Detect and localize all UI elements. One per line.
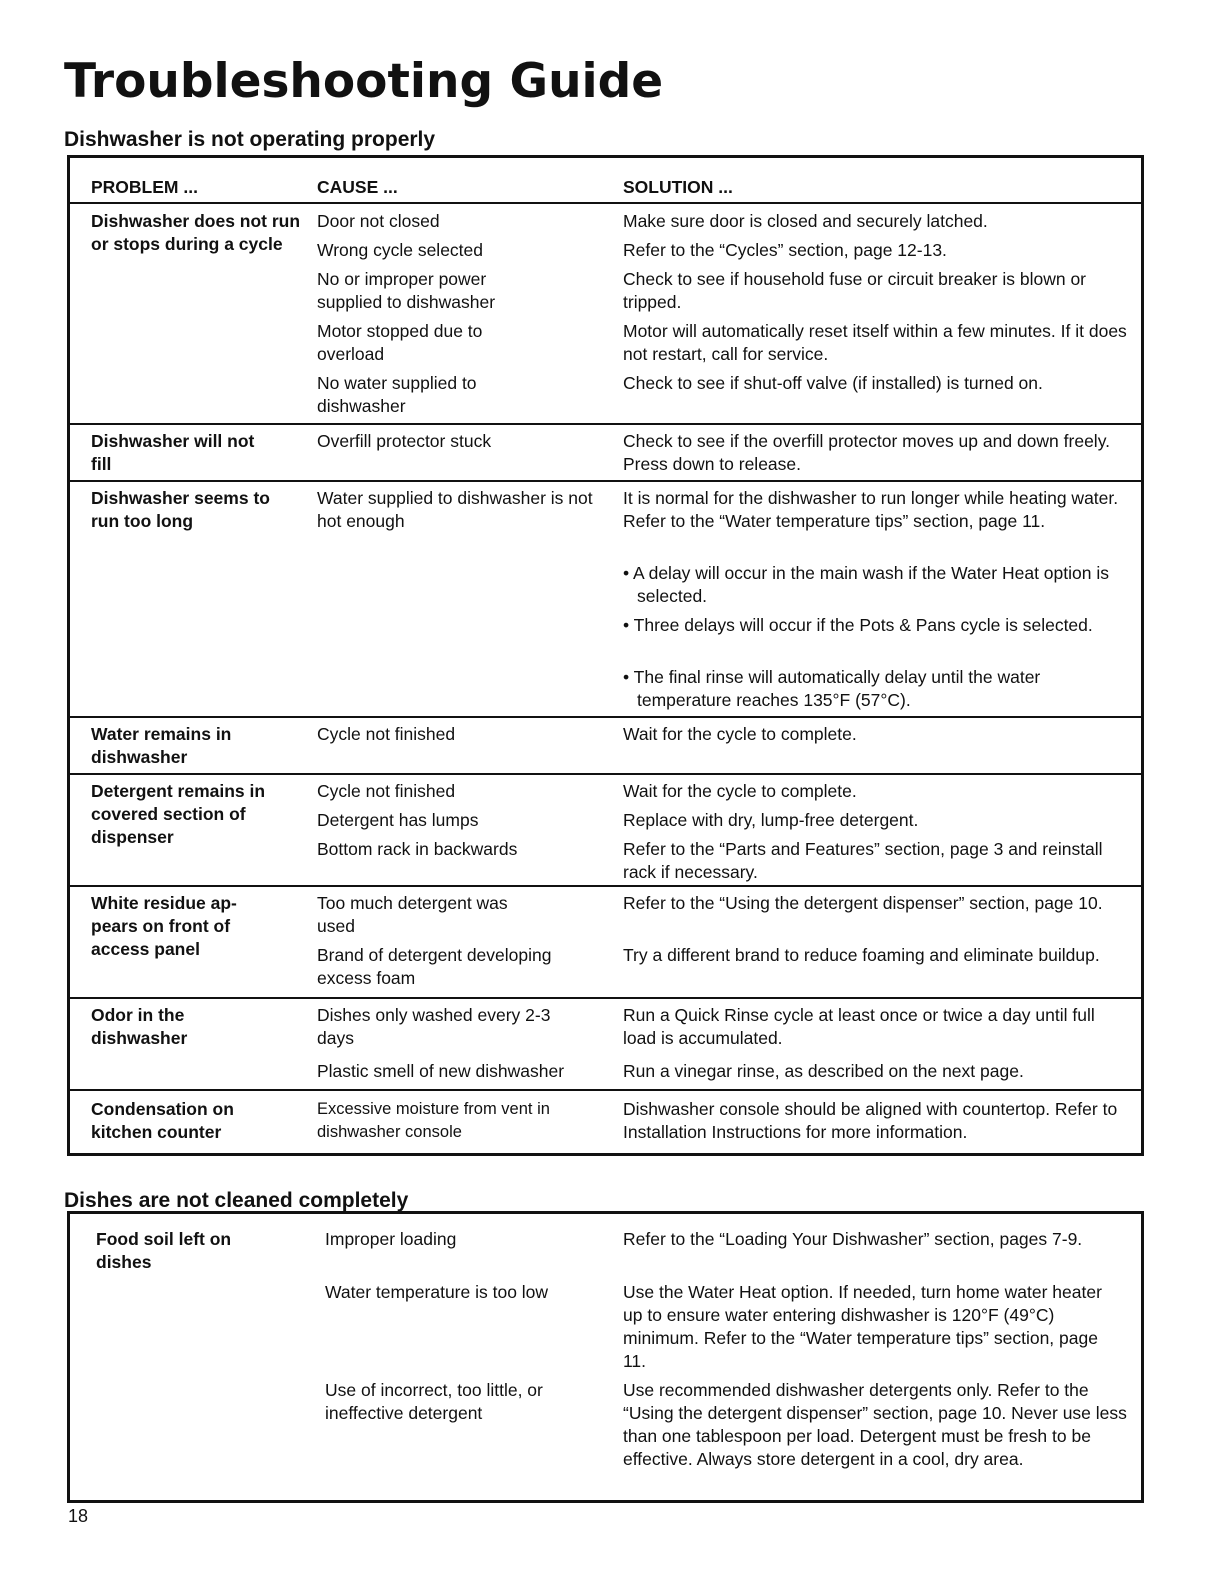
table-row-runs-too-long (70, 482, 1141, 718)
cause-cell: Door not closed (317, 211, 440, 231)
solution-cell: Check to see if household fuse or circuit breaker is blown or tripped. (623, 269, 1087, 312)
cause-cell: Detergent has lumps (317, 810, 479, 830)
cause-cell: Water supplied to dishwasher is not hot enough (317, 488, 593, 531)
solution-bullet: • Three delays will occur if the Pots & Pans cycle is selected. (623, 615, 1093, 635)
problem-cell: Dishwasher will not fill (91, 431, 255, 474)
problem-cell: Condensation on kitchen counter (91, 1099, 234, 1142)
problem-cell: Food soil left on dishes (96, 1229, 232, 1272)
solution-cell: Try a different brand to reduce foaming and eliminate buildup. (623, 945, 1100, 965)
troubleshooting-table-cleaning (67, 1211, 1144, 1503)
table-row-water-remains (70, 718, 1141, 775)
section-title-not-cleaned: Dishes are not cleaned completely (64, 1189, 409, 1212)
table-row-condensation (70, 1091, 1141, 1153)
cause-cell: Wrong cycle selected (317, 240, 484, 260)
cause-cell: Cycle not finished (317, 724, 456, 744)
table-row-white-residue (70, 887, 1141, 999)
table-row-will-not-fill (70, 425, 1141, 482)
cause-cell: No or improper power supplied to dishwasher (317, 269, 496, 312)
problem-cell: Dishwasher seems to run too long (91, 488, 270, 531)
solution-cell: Check to see if the overfill protector moves up and down freely. Press down to release. (623, 431, 1111, 474)
cause-cell: Plastic smell of new dishwasher (317, 1061, 565, 1081)
solution-cell: Check to see if shut-off valve (if installed) is turned on. (623, 373, 1043, 393)
solution-cell: Refer to the “Parts and Features” section, page 3 and reinstall rack if necessary. (623, 839, 1103, 882)
cause-cell: Too much detergent was used (317, 893, 508, 936)
header-solution: SOLUTION ... (623, 177, 733, 197)
cause-cell: Improper loading (325, 1229, 457, 1249)
problem-cell: Dishwasher does not run or stops during a cycle (91, 211, 301, 254)
cause-cell: Cycle not finished (317, 781, 456, 801)
solution-bullet: • A delay will occur in the main wash if the Water Heat option is selected. (623, 563, 1109, 606)
cause-cell: Dishes only washed every 2-3 days (317, 1005, 551, 1048)
solution-cell: Use recommended dishwasher detergents only. Refer to the “Using the detergent dispenser” section, page 10. Never use less than one tablespoon per load. Detergent must be fresh to be effective. Always store detergent in a cool, dry area. (623, 1380, 1127, 1469)
cause-cell: Brand of detergent developing excess foam (317, 945, 552, 988)
page-number: 18 (68, 1506, 89, 1526)
cause-cell: Water temperature is too low (325, 1282, 549, 1302)
problem-cell: Odor in the dishwasher (91, 1005, 188, 1048)
table-header-row (70, 158, 1141, 204)
cause-cell: Motor stopped due to overload (317, 321, 483, 364)
cause-cell: Use of incorrect, too little, or ineffective detergent (325, 1380, 543, 1423)
solution-cell: It is normal for the dishwasher to run longer while heating water. Refer to the “Water temperature tips” section, page 11. (623, 488, 1119, 531)
header-problem: PROBLEM ... (91, 177, 198, 197)
solution-cell: Refer to the “Using the detergent dispenser” section, page 10. (623, 893, 1103, 913)
solution-cell: Make sure door is closed and securely latched. (623, 211, 988, 231)
cause-cell: Bottom rack in backwards (317, 839, 518, 859)
header-cause: CAUSE ... (317, 177, 398, 197)
solution-bullet: • The final rinse will automatically delay until the water temperature reaches 135°F (57°C). (623, 667, 1041, 710)
solution-cell: Dishwasher console should be aligned with countertop. Refer to Installation Instructions for more information. (623, 1099, 1118, 1142)
page-title: Troubleshooting Guide (64, 54, 664, 109)
solution-cell: Use the Water Heat option. If needed, turn home water heater up to ensure water entering dishwasher is 120°F (49°C) minimum. Refer to the “Water temperature tips” section, page 11. (623, 1282, 1102, 1371)
solution-cell: Wait for the cycle to complete. (623, 781, 857, 801)
solution-cell: Refer to the “Loading Your Dishwasher” section, pages 7-9. (623, 1229, 1083, 1249)
solution-cell: Run a vinegar rinse, as described on the next page. (623, 1061, 1024, 1081)
problem-cell: Detergent remains in covered section of dispenser (91, 781, 266, 847)
cause-cell: Overfill protector stuck (317, 431, 492, 451)
solution-cell: Refer to the “Cycles” section, page 12-13. (623, 240, 947, 260)
solution-cell: Run a Quick Rinse cycle at least once or twice a day until full load is accumulated. (623, 1005, 1095, 1048)
solution-cell: Wait for the cycle to complete. (623, 724, 857, 744)
table-row-does-not-run (70, 204, 1141, 425)
table-row-food-soil (70, 1214, 1141, 1500)
problem-cell: Water remains in dishwasher (91, 724, 232, 767)
solution-cell: Replace with dry, lump-free detergent. (623, 810, 919, 830)
section-title-not-operating: Dishwasher is not operating properly (64, 128, 436, 151)
problem-cell: White residue ap-pears on front of access panel (91, 893, 237, 959)
cause-cell: Excessive moisture from vent in dishwasher console (317, 1100, 550, 1141)
table-row-odor (70, 999, 1141, 1091)
cause-cell: No water supplied to dishwasher (317, 373, 477, 416)
troubleshooting-table-operating (67, 155, 1144, 1156)
table-row-detergent-remains (70, 775, 1141, 887)
solution-cell: Motor will automatically reset itself within a few minutes. If it does not restart, call for service. (623, 321, 1127, 364)
